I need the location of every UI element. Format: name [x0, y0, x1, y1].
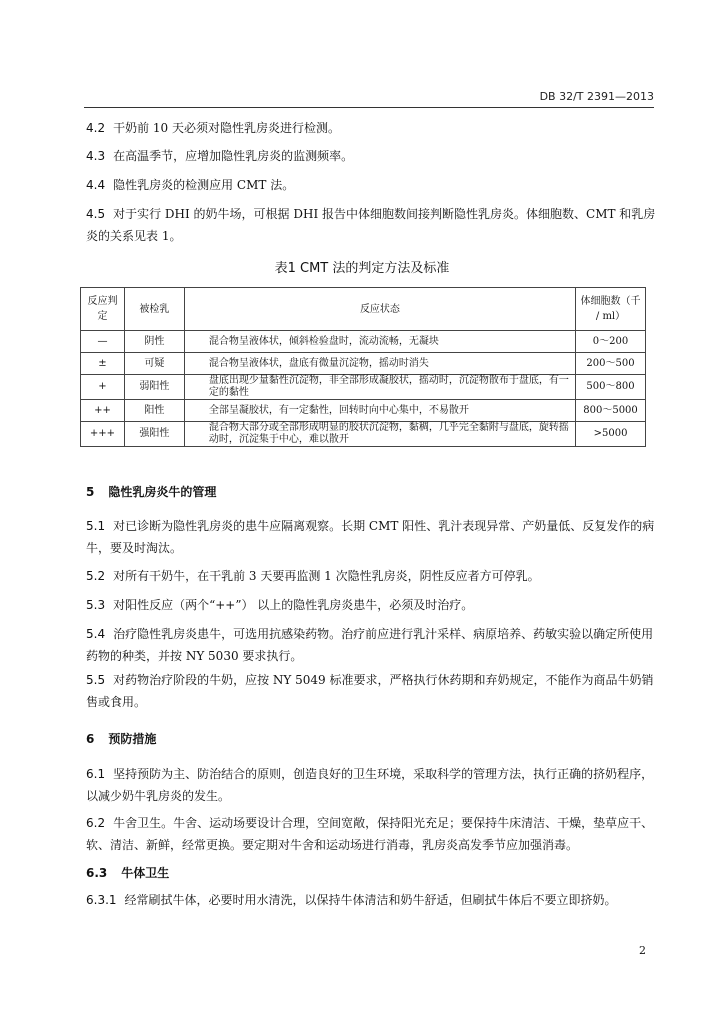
clause-text: 对于实行 DHI 的奶牛场，可根据 DHI 报告中体细胞数间接判断隐性乳房炎。体细胞数、CMT 和乳房炎的关系见表 1。	[86, 207, 656, 243]
table-row	[81, 400, 646, 422]
cell-count: 500～800	[576, 375, 646, 400]
clause-5-3	[86, 594, 656, 616]
clause-5-1	[86, 515, 656, 559]
milk-result: 阳性	[124, 400, 184, 422]
clause-number: 4.3	[86, 149, 106, 163]
reaction-symbol: ±	[81, 353, 125, 375]
clause-6-3-1	[86, 889, 656, 911]
table-row	[81, 353, 646, 375]
page-number: 2	[639, 944, 646, 957]
clause-number: 5.4	[86, 627, 106, 641]
clause-6-2	[86, 812, 656, 856]
section-number: 5	[86, 485, 95, 499]
reaction-state: 全部呈凝胶状，有一定黏性，回转时向中心集中，不易散开	[184, 400, 575, 422]
clause-4-5	[86, 203, 656, 247]
section-number: 6.3	[86, 866, 108, 880]
clause-number: 4.5	[86, 207, 106, 221]
reaction-symbol: +	[81, 375, 125, 400]
cell-count: 800～5000	[576, 400, 646, 422]
clause-text: 在高温季节，应增加隐性乳房炎的监测频率。	[113, 149, 354, 163]
section-title: 预防措施	[108, 732, 157, 746]
reaction-state: 混合物呈液体状，盘底有微量沉淀物，摇动时消失	[184, 353, 575, 375]
clause-number: 5.1	[86, 519, 106, 533]
milk-result: 可疑	[124, 353, 184, 375]
subsection-6-3-heading	[86, 864, 169, 881]
clause-text: 对阳性反应（两个“++”） 以上的隐性乳房炎患牛，必须及时治疗。	[113, 598, 474, 612]
table-header-row	[81, 288, 646, 331]
clause-5-5	[86, 669, 656, 713]
clause-number: 6.3.1	[86, 893, 117, 907]
table-caption: 表1 CMT 法的判定方法及标准	[274, 261, 450, 276]
cell-count: 0～200	[576, 331, 646, 353]
clause-4-3	[86, 145, 656, 167]
milk-result: 阴性	[124, 331, 184, 353]
clause-5-2	[86, 565, 656, 587]
section-title: 隐性乳房炎牛的管理	[108, 485, 217, 499]
clause-text: 坚持预防为主、防治结合的原则，创造良好的卫生环境，采取科学的管理方法，执行正确的挤奶程序，以减少奶牛乳房炎的发生。	[86, 767, 654, 803]
milk-result: 强阳性	[124, 422, 184, 447]
section-title: 牛体卫生	[121, 866, 170, 880]
clause-text: 对已诊断为隐性乳房炎的患牛应隔离观察。长期 CMT 阳性、乳汁表现异常、产奶量低、反复发作的病牛，要及时淘汰。	[86, 519, 655, 555]
reaction-state: 混合物呈液体状，倾斜检验盘时，流动流畅，无凝块	[184, 331, 575, 353]
header-cells: 体细胞数（千 / ml）	[576, 288, 646, 331]
header-rule	[84, 107, 654, 108]
clause-number: 4.2	[86, 121, 106, 135]
reaction-symbol: +++	[81, 422, 125, 447]
clause-text: 隐性乳房炎的检测应用 CMT 法。	[113, 178, 295, 192]
header-milk: 被检乳	[124, 288, 184, 331]
clause-4-2	[86, 117, 656, 139]
clause-number: 6.1	[86, 767, 106, 781]
milk-result: 弱阳性	[124, 375, 184, 400]
cmt-criteria-table	[80, 287, 646, 447]
clause-number: 6.2	[86, 816, 106, 830]
clause-text: 经常刷拭牛体，必要时用水清洗，以保持牛体清洁和奶牛舒适，但刷拭牛体后不要立即挤奶。	[124, 893, 617, 907]
header-reaction: 反应判定	[81, 288, 125, 331]
header-state: 反应状态	[184, 288, 575, 331]
reaction-symbol: —	[81, 331, 125, 353]
reaction-symbol: ++	[81, 400, 125, 422]
table-row	[81, 331, 646, 353]
reaction-state: 混合物大部分或全部形成明显的胶状沉淀物，黏稠，几乎完全黏附与盘底，旋转摇动时，沉淀集于中心，难以散开	[184, 422, 575, 447]
clause-5-4	[86, 623, 656, 667]
table-row	[81, 422, 646, 447]
clause-number: 5.2	[86, 569, 106, 583]
section-5-heading	[86, 483, 216, 500]
clause-number: 5.3	[86, 598, 106, 612]
clause-number: 4.4	[86, 178, 106, 192]
table-row	[81, 375, 646, 400]
reaction-state: 盘底出现少量黏性沉淀物，非全部形成凝胶状，摇动时，沉淀物散布于盘底，有一定的黏性	[184, 375, 575, 400]
clause-text: 牛舍卫生。牛舍、运动场要设计合理，空间宽敞，保持阳光充足；要保持牛床清洁、干燥，垫草应干、软、清洁、新鲜，经常更换。要定期对牛舍和运动场进行消毒，乳房炎高发季节应加强消毒。	[86, 816, 654, 852]
standard-number: DB 32/T 2391—2013	[539, 90, 654, 103]
clause-6-1	[86, 763, 656, 807]
clause-text: 干奶前 10 天必须对隐性乳房炎进行检测。	[113, 121, 340, 135]
section-6-heading	[86, 730, 156, 747]
clause-text: 对药物治疗阶段的牛奶，应按 NY 5049 标准要求，严格执行休药期和弃奶规定，不能作为商品牛奶销售或食用。	[86, 673, 654, 709]
section-number: 6	[86, 732, 95, 746]
clause-text: 治疗隐性乳房炎患牛，可选用抗感染药物。治疗前应进行乳汁采样、病原培养、药敏实验以确定所使用药物的种类，并按 NY 5030 要求执行。	[86, 627, 654, 663]
clause-text: 对所有干奶牛，在干乳前 3 天要再监测 1 次隐性乳房炎，阴性反应者方可停乳。	[113, 569, 540, 583]
clause-number: 5.5	[86, 673, 106, 687]
cell-count: >5000	[576, 422, 646, 447]
clause-4-4	[86, 174, 656, 196]
cell-count: 200～500	[576, 353, 646, 375]
